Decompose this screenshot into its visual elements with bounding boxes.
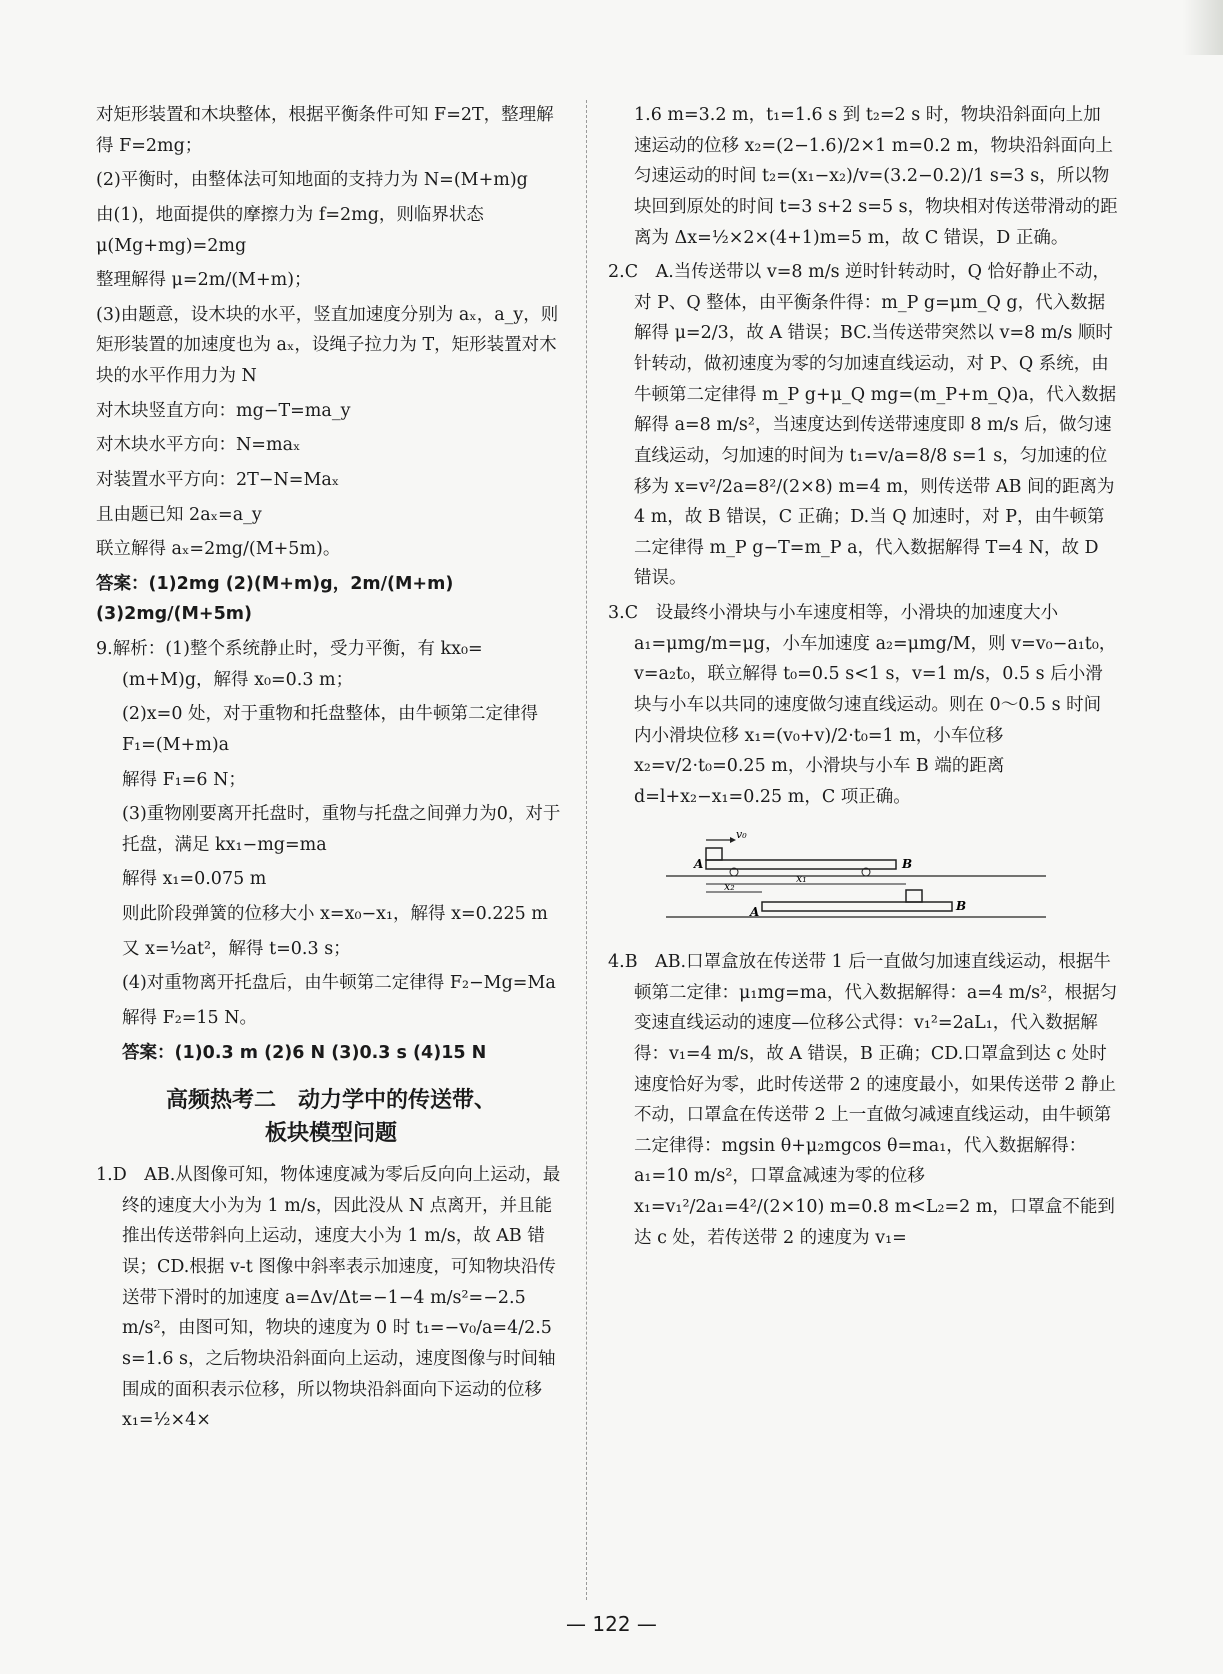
label-a-lower: A	[750, 905, 760, 919]
page-corner-shadow	[1183, 0, 1223, 55]
text-line: 对木块竖直方向：mg−T=ma_y	[96, 400, 351, 421]
label-b-lower: B	[956, 899, 967, 914]
q9-line: 又 x=½at²，解得 t=0.3 s；	[122, 938, 351, 959]
label-a-upper: A	[694, 857, 704, 872]
page-number: — 122 —	[566, 1612, 657, 1636]
text-line: (3)由题意，设木块的水平，竖直加速度分别为 aₓ，a_y，则矩形装置的加速度也为 aₓ，设绳子拉力为 T，矩形装置对木块的水平作用力为 N	[96, 304, 559, 386]
x1-label: x₁	[796, 872, 807, 886]
q9-line: (4)对重物离开托盘后，由牛顿第二定律得 F₂−Mg=Ma	[122, 973, 556, 994]
section-title-line-2: 板块模型问题	[264, 1121, 397, 1147]
answer-9: 答案：(1)0.3 m (2)6 N (3)0.3 s (4)15 N	[122, 1042, 487, 1063]
board-block-figure	[666, 826, 1046, 918]
q9-line: 解得 x₁=0.075 m	[122, 869, 267, 890]
right-column	[608, 100, 1118, 1257]
text-line: 整理解得 μ=2m/(M+m)；	[96, 270, 312, 291]
q9-line: 则此阶段弹簧的位移大小 x=x₀−x₁，解得 x=0.225 m	[122, 904, 548, 924]
x2-label: x₂	[724, 880, 735, 894]
text-line: 对矩形装置和木块整体，根据平衡条件可知 F=2T，整理解得 F=2mg；	[96, 105, 554, 156]
column-divider	[586, 100, 587, 1600]
q9-line: 解得 F₂=15 N。	[122, 1007, 258, 1028]
text-line: 由(1)，地面提供的摩擦力为 f=2mg，则临界状态 μ(Mg+mg)=2mg	[96, 204, 484, 256]
board-lower	[762, 902, 952, 911]
section-title	[96, 1084, 566, 1150]
section-title-line-1: 高频热考二 动力学中的传送带、	[165, 1088, 496, 1114]
q9-line: 解得 F₁=6 N；	[122, 769, 246, 790]
text-line: 且由题已知 2aₓ=a_y	[96, 504, 262, 525]
answer-8: 答案：(1)2mg (2)(M+m)g，2m/(M+m) (3)2mg/(M+5m)	[96, 573, 454, 625]
text-line: 联立解得 aₓ=2mg/(M+5m)。	[96, 539, 341, 560]
q9-line: 9.解析：(1)整个系统静止时，受力平衡，有 kx₀=(m+M)g，解得 x₀=0.3 m；	[96, 639, 483, 690]
left-column	[96, 100, 566, 1440]
q3-text: 3.C 设最终小滑块与小车速度相等，小滑块的加速度大小 a₁=μmg/m=μg，小车加速度 a₂=μmg/M，则 v=v₀−a₁t₀，v=a₂t₀，联立解得 t₀=0.5 s<1 s，v=1 m/s，0.5 s 后小滑块与小车以共同的速度做匀速直线运动。则在 0～0.5 s 时间内小滑块位移 x₁=(v₀+v)/2·t₀=1 m，小车位移 x₂=v/2·t₀=0.25 m，小滑块与小车 B 端的距离 d=l+x₂−x₁=0.25 m，C 项正确。	[608, 603, 1117, 807]
text-line: 对装置水平方向：2T−N=Maₓ	[96, 469, 340, 490]
text-line: (2)平衡时，由整体法可知地面的支持力为 N=(M+m)g	[96, 170, 528, 191]
q4-text: 4.B AB.口罩盒放在传送带 1 后一直做匀加速直线运动，根据牛顿第二定律：μ₁mg=ma，代入数据解得：a=4 m/s²，根据匀变速直线运动的速度—位移公式得：v₁²=2aL₁，代入数据解得：v₁=4 m/s，故 A 错误，B 正确；CD.口罩盒到达 c 处时速度恰好为零，此时传送带 2 的速度最小，如果传送带 2 静止不动，口罩盒在传送带 2 上一直做匀减速直线运动，由牛顿第二定律得：mgsin θ+μ₂mgcos θ=ma₁，代入数据解得：a₁=10 m/s²，口罩盒减速为零的位移 x₁=v₁²/2a₁=4²/(2×10) m=0.8 m<L₂=2 m，口罩盒不能到达 c 处，若传送带 2 的速度为 v₁=	[608, 952, 1118, 1248]
v0-label: v₀	[736, 828, 747, 842]
q2-text: 2.C A.当传送带以 v=8 m/s 逆时针转动时，Q 恰好静止不动，对 P、Q 整体，由平衡条件得：m_P g=μm_Q g，代入数据解得 μ=2/3，故 A 错误；BC.当传送带突然以 v=8 m/s 顺时针转动，做初速度为零的匀加速直线运动，对 P、Q 系统，由牛顿第二定律得 m_P g+μ_Q mg=(m_P+m_Q)a，代入数据解得 a=8 m/s²，当速度达到传送带速度即 8 m/s 后，做匀速直线运动，匀加速的时间为 t₁=v/a=8/8 s=1 s，匀加速的位移为 x=v²/2a=8²/(2×8) m=4 m，则传送带 AB 间的距离为 4 m，故 B 错误，C 正确；D.当 Q 加速时，对 P，由牛顿第二定律得 m_P g−T=m_P a，代入数据解得 T=4 N，故 D 错误。	[608, 262, 1117, 589]
block-lower	[906, 890, 922, 902]
q9-line: (2)x=0 处，对于重物和托盘整体，由牛顿第二定律得 F₁=(M+m)a	[122, 704, 539, 755]
block-upper	[706, 848, 722, 860]
q1-text: 1.D AB.从图像可知，物体速度减为零后反向向上运动，最终的速度大小为为 1 m/s，因此没从 N 点离开，并且能推出传送带斜向上运动，速度大小为 1 m/s，故 AB 错误；CD.根据 v-t 图像中斜率表示加速度，可知物块沿传送带下滑时的加速度 a=Δv/Δt=−1−4 m/s²=−2.5 m/s²，由图可知，物块的速度为 0 时 t₁=−v₀/a=4/2.5 s=1.6 s，之后物块沿斜面向上运动，速度图像与时间轴围成的面积表示位移，所以物块沿斜面向下运动的位移 x₁=½×4×	[96, 1165, 561, 1431]
text-line: 对木块水平方向：N=maₓ	[96, 435, 301, 456]
q9-line: (3)重物刚要离开托盘时，重物与托盘之间弹力为0，对于托盘，满足 kx₁−mg=ma	[122, 804, 561, 855]
label-b-upper: B	[902, 857, 913, 872]
q1-continued: 1.6 m=3.2 m，t₁=1.6 s 到 t₂=2 s 时，物块沿斜面向上加速运动的位移 x₂=(2−1.6)/2×1 m=0.2 m，物块沿斜面向上匀速运动的时间 t₂=(x₁−x₂)/v=(3.2−0.2)/1 s=3 s，所以物块回到原处的时间 t=3 s+2 s=5 s，物块相对传送带滑动的距离为 Δx=½×2×(4+1)m=5 m，故 C 错误，D 正确。	[634, 105, 1118, 248]
